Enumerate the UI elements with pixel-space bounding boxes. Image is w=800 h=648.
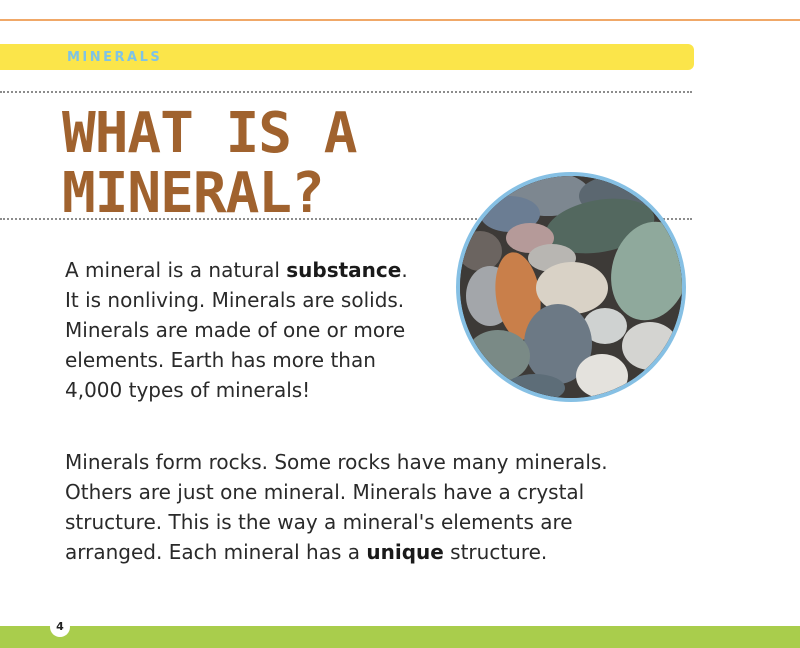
keyword-substance: substance [286,258,402,282]
page-title [62,101,357,226]
footer-bar [0,626,800,648]
paragraph2-text-start: Minerals form rocks. Some rocks have many minerals. Others are just one mineral. Minerals have a crystal structure. This is the way a mineral's elements are arranged. Each mineral has a [65,450,608,564]
pebbles-photo [456,172,686,402]
section-label: MINERALS [67,50,163,65]
top-rule [0,19,800,21]
dotted-divider-top [0,91,692,93]
keyword-unique: unique [366,540,444,564]
title-line-1: WHAT IS A [62,101,357,166]
pebbles-illustration [460,176,682,398]
structure-paragraph [65,447,665,567]
paragraph2-text-end: structure. [443,540,548,564]
intro-paragraph [65,255,425,405]
page-number: 4 [50,617,70,637]
paragraph1-text-start: A mineral is a natural [65,258,287,282]
paragraph1-text-end: . It is nonliving. Minerals are solids. Minerals are made of one or more elements. Earth has more than 4,000 types of minerals! [65,258,408,402]
title-line-2: MINERAL? [62,161,324,226]
